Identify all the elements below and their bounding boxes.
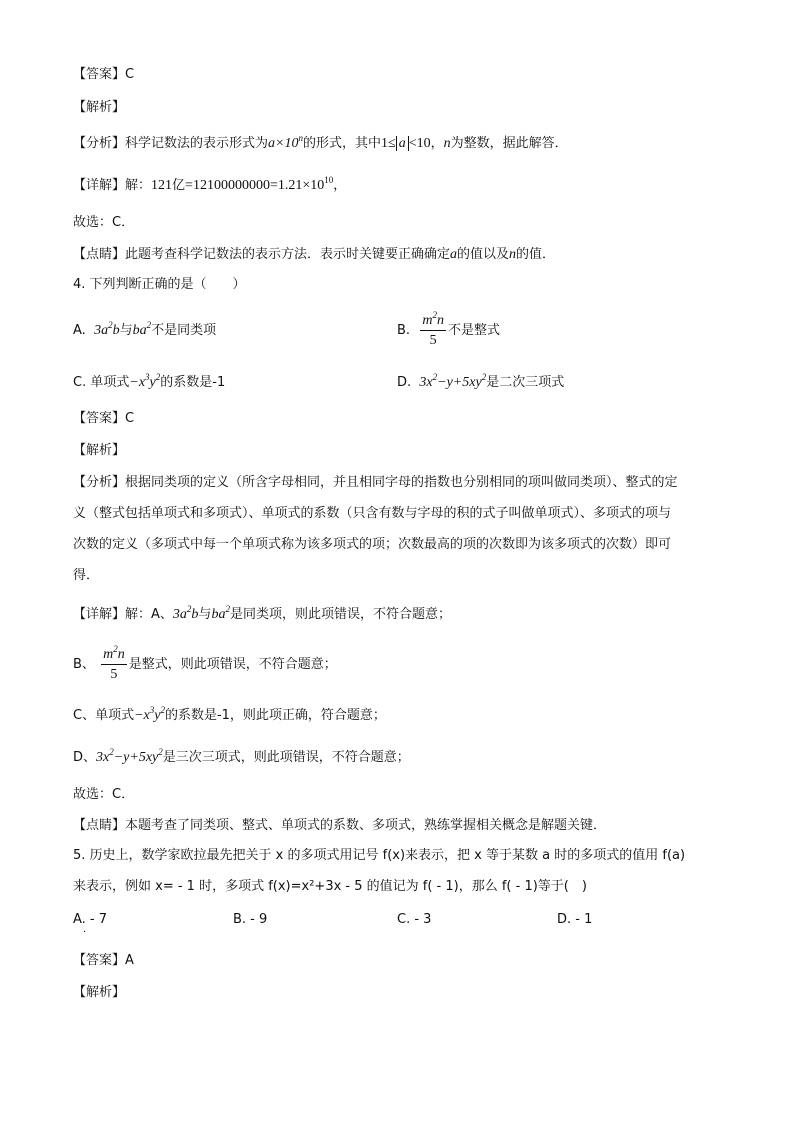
q4-fenxi-line-4: 得． (73, 568, 100, 583)
review-tag: 【点睛】 (73, 818, 126, 833)
q4-fenxi-line-2: 义（整式包括单项式和多项式）、单项式的系数（只含有数与字母的积的式子叫做单项式）、多项式的项与 (73, 506, 672, 521)
q4-analysis-line (73, 442, 125, 460)
q5-stem-line-1: 5. 历史上，数学家欧拉最先把关于 x 的多项式用记号 f(x)来表示，把 x 等于某数 a 时的多项式的值用 f(a) (73, 848, 686, 863)
q3-detail-line: 【详解】解：121亿$=12100000000=1.21\times 10^{10}$， (73, 175, 347, 193)
q5-option-d: D. - 1 (557, 912, 593, 927)
q3-answer-line (73, 66, 134, 84)
q3-choice-line: 故选：C． (73, 215, 135, 230)
answer-value: A (125, 953, 134, 968)
q4-detail-c: C、单项式$-x^3y^2$的系数是-1，则此项正确，符合题意； (73, 705, 386, 723)
detail-tag: 【详解】 (73, 607, 126, 622)
q4-option-c: C. 单项式$-x^3y^2$的系数是-1 (73, 372, 226, 390)
fenxi-tag: 【分析】 (73, 136, 126, 151)
fenxi-text: 科学记数法的表示形式为 (125, 136, 269, 151)
q3-fenxi-line: 【分析】科学记数法的表示形式为$a\times 10^n$的形式，其中1≤ a <10，n为整数，据此解答． (73, 133, 568, 151)
answer-tag: 【答案】 (73, 411, 126, 426)
q4-detail-a: 【详解】解：A、$3a^2b$与$ba^2$是同类项，则此项错误，不符合题意； (73, 604, 451, 622)
q4-answer-line (73, 410, 134, 428)
fraction: $\frac{m^2n}{5}$ (103, 644, 125, 682)
fenxi-text: 的形式，其中 (302, 136, 381, 151)
sci-form: $a\times 10^n$ (268, 133, 303, 151)
stray-dot: · (83, 927, 87, 938)
q5-analysis-line (73, 984, 125, 1002)
q5-option-c: C. - 3 (397, 912, 432, 927)
q4-fenxi-line-1: 【分析】根据同类项的定义（所含字母相同，并且相同字母的指数也分别相同的项叫做同类项）、整式的定 (73, 475, 678, 490)
q4-review-line: 【点睛】本题考查了同类项、整式、单项式的系数、多项式，熟练掌握相关概念是解题关键． (73, 818, 607, 833)
analysis-tag: 【解析】 (73, 985, 126, 1000)
q4-option-d: D. $3x^2-y+5xy^2$是二次三项式 (397, 372, 565, 390)
q4-fenxi-line-3: 次数的定义（多项式中每一个单项式称为该多项式的项；次数最高的项的次数即为该多项式的次数）即可 (73, 537, 672, 552)
q4-option-b: B. $\frac{m^2n}{5}$ 不是整式 (397, 310, 500, 348)
analysis-tag: 【解析】 (73, 100, 126, 115)
q5-stem-line-2: 来表示，例如 x= - 1 时，多项式 f(x)=x²+3x - 5 的值记为 f( - 1)，那么 f( - 1)等于( ) (73, 879, 587, 894)
q4-stem: 4. 下列判断正确的是（ ） (73, 277, 246, 292)
answer-tag: 【答案】 (73, 953, 126, 968)
q3-analysis-line (73, 99, 125, 117)
fraction: $\frac{m^2n}{5}$ (422, 310, 444, 348)
q4-detail-d: D、$3x^2-y+5xy^2$是三次三项式，则此项错误，不符合题意； (73, 747, 410, 765)
q4-choice-line: 故选：C． (73, 787, 135, 802)
q5-option-b: B. - 9 (233, 912, 268, 927)
answer-value: C (125, 411, 135, 426)
review-tag: 【点睛】 (73, 247, 126, 262)
answer-tag: 【答案】 (73, 67, 126, 82)
analysis-tag: 【解析】 (73, 443, 126, 458)
detail-tag: 【详解】 (73, 178, 126, 193)
q5-option-a: A. - 7 (73, 912, 108, 927)
answer-value: C (125, 67, 135, 82)
q3-review-line: 【点睛】此题考查科学记数法的表示方法．表示时关键要正确确定a的值以及n的值． (73, 247, 556, 262)
q4-detail-b: B、 $\frac{m^2n}{5}$ 是整式，则此项错误，不符合题意； (73, 644, 337, 682)
sci-result: $=12100000000=1.21\times 10^{10}$ (185, 175, 334, 193)
q5-answer-line (73, 952, 134, 970)
fenxi-tag: 【分析】 (73, 475, 126, 490)
ineq: 1≤ a <10 (381, 136, 431, 151)
q4-option-a: A. $3a^2b$与$ba^2$不是同类项 (73, 320, 217, 338)
